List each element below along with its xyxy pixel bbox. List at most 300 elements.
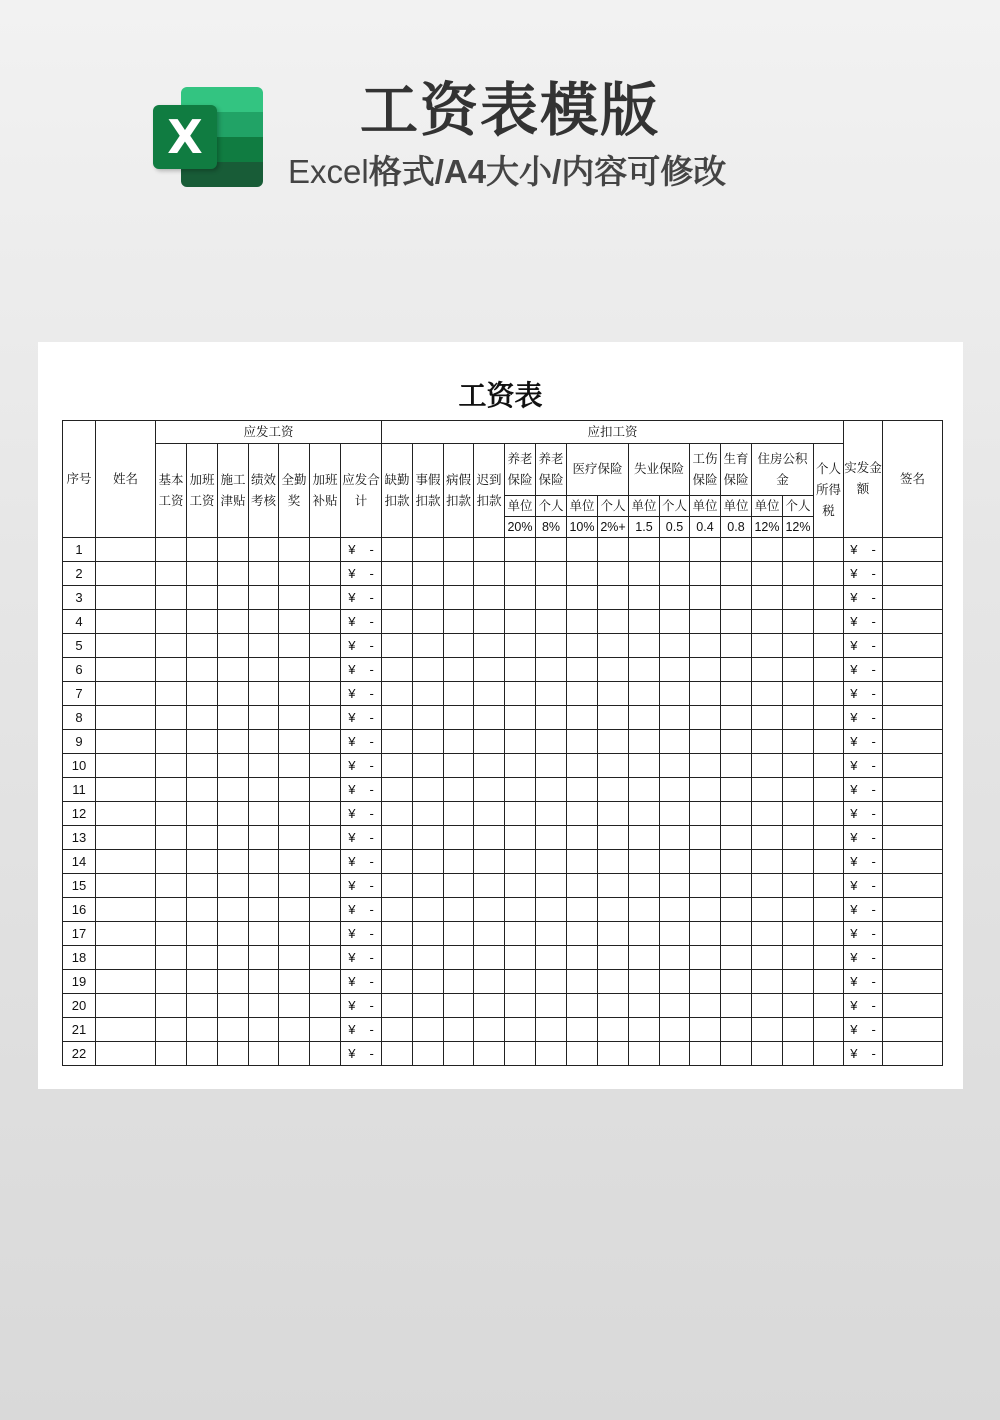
table-cell[interactable] xyxy=(629,850,660,874)
table-cell[interactable] xyxy=(310,874,341,898)
table-cell[interactable] xyxy=(752,538,783,562)
table-cell[interactable] xyxy=(218,994,249,1018)
table-cell[interactable] xyxy=(752,946,783,970)
table-cell[interactable] xyxy=(536,898,567,922)
table-cell[interactable] xyxy=(310,586,341,610)
table-cell[interactable] xyxy=(721,658,752,682)
table-cell[interactable] xyxy=(567,874,598,898)
net-pay-cell[interactable] xyxy=(844,1018,883,1042)
gross-total-cell[interactable] xyxy=(341,1018,382,1042)
table-cell[interactable] xyxy=(249,946,279,970)
table-cell[interactable] xyxy=(660,658,690,682)
table-cell[interactable] xyxy=(721,730,752,754)
table-cell[interactable] xyxy=(752,634,783,658)
table-cell[interactable] xyxy=(629,706,660,730)
table-cell[interactable] xyxy=(444,994,474,1018)
table-cell[interactable] xyxy=(660,850,690,874)
table-cell[interactable] xyxy=(187,562,218,586)
table-cell[interactable] xyxy=(444,610,474,634)
table-cell[interactable] xyxy=(598,922,629,946)
table-cell[interactable] xyxy=(187,970,218,994)
table-cell[interactable] xyxy=(783,682,814,706)
table-cell[interactable] xyxy=(444,1042,474,1066)
table-cell[interactable] xyxy=(310,946,341,970)
table-cell[interactable] xyxy=(690,970,721,994)
table-cell[interactable] xyxy=(218,658,249,682)
table-cell[interactable] xyxy=(249,634,279,658)
net-pay-cell[interactable] xyxy=(844,874,883,898)
table-cell[interactable] xyxy=(783,538,814,562)
table-cell[interactable] xyxy=(156,538,187,562)
table-cell[interactable] xyxy=(536,754,567,778)
table-cell[interactable] xyxy=(156,658,187,682)
table-cell[interactable] xyxy=(96,586,156,610)
table-cell[interactable] xyxy=(187,922,218,946)
table-cell[interactable] xyxy=(96,826,156,850)
table-cell[interactable] xyxy=(660,898,690,922)
table-cell[interactable] xyxy=(382,898,413,922)
table-cell[interactable] xyxy=(413,874,444,898)
table-cell[interactable] xyxy=(598,1018,629,1042)
table-cell[interactable] xyxy=(187,898,218,922)
table-cell[interactable] xyxy=(382,730,413,754)
table-cell[interactable] xyxy=(218,922,249,946)
table-cell[interactable] xyxy=(474,610,505,634)
table-cell[interactable] xyxy=(444,658,474,682)
table-cell[interactable] xyxy=(187,730,218,754)
net-pay-cell[interactable] xyxy=(844,994,883,1018)
table-cell[interactable] xyxy=(536,826,567,850)
table-cell[interactable] xyxy=(752,970,783,994)
table-cell[interactable] xyxy=(413,946,444,970)
net-pay-cell[interactable] xyxy=(844,1042,883,1066)
table-cell[interactable] xyxy=(413,850,444,874)
table-cell[interactable] xyxy=(218,586,249,610)
table-cell[interactable] xyxy=(187,946,218,970)
table-cell[interactable] xyxy=(883,682,943,706)
table-cell[interactable] xyxy=(629,682,660,706)
table-cell[interactable] xyxy=(598,994,629,1018)
table-cell[interactable] xyxy=(382,946,413,970)
table-cell[interactable] xyxy=(310,730,341,754)
table-cell[interactable] xyxy=(413,922,444,946)
table-cell[interactable] xyxy=(814,970,844,994)
table-cell[interactable] xyxy=(536,586,567,610)
table-cell[interactable] xyxy=(536,610,567,634)
table-cell[interactable] xyxy=(883,754,943,778)
table-cell[interactable] xyxy=(883,922,943,946)
table-cell[interactable] xyxy=(279,802,310,826)
table-cell[interactable] xyxy=(598,778,629,802)
table-cell[interactable] xyxy=(721,922,752,946)
table-cell[interactable] xyxy=(598,1042,629,1066)
table-cell[interactable] xyxy=(814,754,844,778)
table-cell[interactable] xyxy=(218,610,249,634)
gross-total-cell[interactable] xyxy=(341,922,382,946)
table-cell[interactable] xyxy=(218,538,249,562)
table-cell[interactable] xyxy=(505,538,536,562)
gross-total-cell[interactable] xyxy=(341,634,382,658)
table-cell[interactable] xyxy=(752,898,783,922)
table-cell[interactable] xyxy=(883,634,943,658)
table-cell[interactable] xyxy=(279,946,310,970)
table-cell[interactable] xyxy=(567,754,598,778)
table-cell[interactable] xyxy=(444,586,474,610)
table-cell[interactable] xyxy=(310,1042,341,1066)
table-cell[interactable] xyxy=(783,1018,814,1042)
table-cell[interactable] xyxy=(505,994,536,1018)
table-cell[interactable] xyxy=(96,994,156,1018)
table-cell[interactable] xyxy=(187,682,218,706)
table-cell[interactable] xyxy=(660,1018,690,1042)
table-cell[interactable] xyxy=(505,898,536,922)
table-cell[interactable] xyxy=(783,922,814,946)
table-cell[interactable] xyxy=(783,850,814,874)
table-cell[interactable] xyxy=(598,610,629,634)
table-cell[interactable] xyxy=(474,946,505,970)
table-cell[interactable] xyxy=(783,970,814,994)
table-cell[interactable] xyxy=(444,874,474,898)
table-cell[interactable] xyxy=(279,1018,310,1042)
table-cell[interactable] xyxy=(156,850,187,874)
table-cell[interactable] xyxy=(474,658,505,682)
table-cell[interactable] xyxy=(279,730,310,754)
table-cell[interactable] xyxy=(690,898,721,922)
table-cell[interactable] xyxy=(413,826,444,850)
table-cell[interactable] xyxy=(156,634,187,658)
table-cell[interactable] xyxy=(444,682,474,706)
table-cell[interactable] xyxy=(218,754,249,778)
table-cell[interactable] xyxy=(690,778,721,802)
gross-total-cell[interactable] xyxy=(341,826,382,850)
table-cell[interactable] xyxy=(413,682,444,706)
table-cell[interactable] xyxy=(156,1042,187,1066)
table-cell[interactable] xyxy=(156,802,187,826)
table-cell[interactable] xyxy=(218,706,249,730)
table-cell[interactable] xyxy=(249,1042,279,1066)
table-cell[interactable] xyxy=(783,610,814,634)
table-cell[interactable] xyxy=(783,874,814,898)
net-pay-cell[interactable] xyxy=(844,658,883,682)
gross-total-cell[interactable] xyxy=(341,682,382,706)
table-cell[interactable] xyxy=(629,586,660,610)
table-cell[interactable] xyxy=(218,1018,249,1042)
table-cell[interactable] xyxy=(690,850,721,874)
table-cell[interactable] xyxy=(382,874,413,898)
table-cell[interactable] xyxy=(249,586,279,610)
table-cell[interactable] xyxy=(218,898,249,922)
gross-total-cell[interactable] xyxy=(341,850,382,874)
table-cell[interactable] xyxy=(690,634,721,658)
table-cell[interactable] xyxy=(721,778,752,802)
table-cell[interactable] xyxy=(310,754,341,778)
table-cell[interactable] xyxy=(598,874,629,898)
table-cell[interactable] xyxy=(660,994,690,1018)
table-cell[interactable] xyxy=(660,826,690,850)
table-cell[interactable] xyxy=(413,610,444,634)
table-cell[interactable] xyxy=(567,778,598,802)
table-cell[interactable] xyxy=(883,1018,943,1042)
table-cell[interactable] xyxy=(444,634,474,658)
table-cell[interactable] xyxy=(310,562,341,586)
table-cell[interactable] xyxy=(721,610,752,634)
table-cell[interactable] xyxy=(96,682,156,706)
table-cell[interactable] xyxy=(218,730,249,754)
table-cell[interactable] xyxy=(629,898,660,922)
table-cell[interactable] xyxy=(752,874,783,898)
net-pay-cell[interactable] xyxy=(844,610,883,634)
table-cell[interactable] xyxy=(567,562,598,586)
net-pay-cell[interactable] xyxy=(844,754,883,778)
table-cell[interactable] xyxy=(156,706,187,730)
table-cell[interactable] xyxy=(505,802,536,826)
table-cell[interactable] xyxy=(629,562,660,586)
table-cell[interactable] xyxy=(249,610,279,634)
table-cell[interactable] xyxy=(598,970,629,994)
table-cell[interactable] xyxy=(156,874,187,898)
table-cell[interactable] xyxy=(187,850,218,874)
table-cell[interactable] xyxy=(249,850,279,874)
table-cell[interactable] xyxy=(413,754,444,778)
net-pay-cell[interactable] xyxy=(844,898,883,922)
table-cell[interactable] xyxy=(814,946,844,970)
table-cell[interactable] xyxy=(382,826,413,850)
table-cell[interactable] xyxy=(444,802,474,826)
table-cell[interactable] xyxy=(783,634,814,658)
net-pay-cell[interactable] xyxy=(844,562,883,586)
table-cell[interactable] xyxy=(814,802,844,826)
table-cell[interactable] xyxy=(883,730,943,754)
table-cell[interactable] xyxy=(629,754,660,778)
table-cell[interactable] xyxy=(567,538,598,562)
table-cell[interactable] xyxy=(96,538,156,562)
table-cell[interactable] xyxy=(505,850,536,874)
table-cell[interactable] xyxy=(279,826,310,850)
table-cell[interactable] xyxy=(96,562,156,586)
table-cell[interactable] xyxy=(629,802,660,826)
table-cell[interactable] xyxy=(218,946,249,970)
table-cell[interactable] xyxy=(505,1018,536,1042)
table-cell[interactable] xyxy=(629,538,660,562)
table-cell[interactable] xyxy=(505,730,536,754)
table-cell[interactable] xyxy=(629,874,660,898)
table-cell[interactable] xyxy=(156,970,187,994)
table-cell[interactable] xyxy=(629,1018,660,1042)
table-cell[interactable] xyxy=(598,562,629,586)
table-cell[interactable] xyxy=(752,922,783,946)
table-cell[interactable] xyxy=(382,634,413,658)
table-cell[interactable] xyxy=(413,1042,444,1066)
table-cell[interactable] xyxy=(310,610,341,634)
table-cell[interactable] xyxy=(249,1018,279,1042)
table-cell[interactable] xyxy=(249,994,279,1018)
table-cell[interactable] xyxy=(96,634,156,658)
table-cell[interactable] xyxy=(505,610,536,634)
table-cell[interactable] xyxy=(474,634,505,658)
net-pay-cell[interactable] xyxy=(844,730,883,754)
table-cell[interactable] xyxy=(279,706,310,730)
table-cell[interactable] xyxy=(598,898,629,922)
table-cell[interactable] xyxy=(660,946,690,970)
table-cell[interactable] xyxy=(690,658,721,682)
table-cell[interactable] xyxy=(598,634,629,658)
table-cell[interactable] xyxy=(721,826,752,850)
table-cell[interactable] xyxy=(279,754,310,778)
table-cell[interactable] xyxy=(249,682,279,706)
table-cell[interactable] xyxy=(310,922,341,946)
table-cell[interactable] xyxy=(505,586,536,610)
table-cell[interactable] xyxy=(660,1042,690,1066)
table-cell[interactable] xyxy=(690,994,721,1018)
table-cell[interactable] xyxy=(279,778,310,802)
table-cell[interactable] xyxy=(752,754,783,778)
table-cell[interactable] xyxy=(690,562,721,586)
table-cell[interactable] xyxy=(721,850,752,874)
table-cell[interactable] xyxy=(96,658,156,682)
table-cell[interactable] xyxy=(187,610,218,634)
table-cell[interactable] xyxy=(218,1042,249,1066)
table-cell[interactable] xyxy=(249,874,279,898)
table-cell[interactable] xyxy=(310,634,341,658)
table-cell[interactable] xyxy=(310,778,341,802)
table-cell[interactable] xyxy=(218,850,249,874)
table-cell[interactable] xyxy=(444,946,474,970)
table-cell[interactable] xyxy=(444,562,474,586)
table-cell[interactable] xyxy=(474,1042,505,1066)
table-cell[interactable] xyxy=(96,1018,156,1042)
table-cell[interactable] xyxy=(752,706,783,730)
table-cell[interactable] xyxy=(721,802,752,826)
gross-total-cell[interactable] xyxy=(341,898,382,922)
table-cell[interactable] xyxy=(598,706,629,730)
table-cell[interactable] xyxy=(883,826,943,850)
table-cell[interactable] xyxy=(883,610,943,634)
table-cell[interactable] xyxy=(567,706,598,730)
table-cell[interactable] xyxy=(187,778,218,802)
table-cell[interactable] xyxy=(218,874,249,898)
table-cell[interactable] xyxy=(156,898,187,922)
table-cell[interactable] xyxy=(382,682,413,706)
table-cell[interactable] xyxy=(310,682,341,706)
table-cell[interactable] xyxy=(96,730,156,754)
table-cell[interactable] xyxy=(156,778,187,802)
table-cell[interactable] xyxy=(156,826,187,850)
table-cell[interactable] xyxy=(721,562,752,586)
table-cell[interactable] xyxy=(382,778,413,802)
table-cell[interactable] xyxy=(814,730,844,754)
table-cell[interactable] xyxy=(474,754,505,778)
table-cell[interactable] xyxy=(444,1018,474,1042)
table-cell[interactable] xyxy=(310,970,341,994)
table-cell[interactable] xyxy=(814,634,844,658)
table-cell[interactable] xyxy=(660,610,690,634)
table-cell[interactable] xyxy=(249,778,279,802)
table-cell[interactable] xyxy=(413,538,444,562)
table-cell[interactable] xyxy=(567,802,598,826)
table-cell[interactable] xyxy=(218,802,249,826)
table-cell[interactable] xyxy=(536,970,567,994)
table-cell[interactable] xyxy=(505,874,536,898)
table-cell[interactable] xyxy=(883,538,943,562)
table-cell[interactable] xyxy=(783,946,814,970)
table-cell[interactable] xyxy=(249,802,279,826)
table-cell[interactable] xyxy=(536,778,567,802)
table-cell[interactable] xyxy=(690,922,721,946)
gross-total-cell[interactable] xyxy=(341,754,382,778)
table-cell[interactable] xyxy=(536,730,567,754)
table-cell[interactable] xyxy=(187,658,218,682)
table-cell[interactable] xyxy=(752,658,783,682)
table-cell[interactable] xyxy=(249,538,279,562)
gross-total-cell[interactable] xyxy=(341,970,382,994)
table-cell[interactable] xyxy=(249,562,279,586)
table-cell[interactable] xyxy=(883,898,943,922)
table-cell[interactable] xyxy=(629,970,660,994)
table-cell[interactable] xyxy=(783,658,814,682)
table-cell[interactable] xyxy=(279,682,310,706)
table-cell[interactable] xyxy=(382,850,413,874)
table-cell[interactable] xyxy=(474,586,505,610)
table-cell[interactable] xyxy=(505,562,536,586)
table-cell[interactable] xyxy=(382,706,413,730)
table-cell[interactable] xyxy=(883,706,943,730)
net-pay-cell[interactable] xyxy=(844,922,883,946)
table-cell[interactable] xyxy=(783,778,814,802)
table-cell[interactable] xyxy=(96,970,156,994)
table-cell[interactable] xyxy=(249,898,279,922)
gross-total-cell[interactable] xyxy=(341,778,382,802)
table-cell[interactable] xyxy=(690,538,721,562)
table-cell[interactable] xyxy=(721,994,752,1018)
table-cell[interactable] xyxy=(883,802,943,826)
table-cell[interactable] xyxy=(567,946,598,970)
table-cell[interactable] xyxy=(382,562,413,586)
table-cell[interactable] xyxy=(567,994,598,1018)
table-cell[interactable] xyxy=(382,610,413,634)
table-cell[interactable] xyxy=(474,562,505,586)
table-cell[interactable] xyxy=(783,802,814,826)
table-cell[interactable] xyxy=(814,538,844,562)
table-cell[interactable] xyxy=(783,898,814,922)
table-cell[interactable] xyxy=(752,1018,783,1042)
table-cell[interactable] xyxy=(249,754,279,778)
table-cell[interactable] xyxy=(783,730,814,754)
table-cell[interactable] xyxy=(474,898,505,922)
table-cell[interactable] xyxy=(536,850,567,874)
table-cell[interactable] xyxy=(660,922,690,946)
table-cell[interactable] xyxy=(382,658,413,682)
table-cell[interactable] xyxy=(598,658,629,682)
table-cell[interactable] xyxy=(156,586,187,610)
table-cell[interactable] xyxy=(413,898,444,922)
table-cell[interactable] xyxy=(598,586,629,610)
table-cell[interactable] xyxy=(567,730,598,754)
table-cell[interactable] xyxy=(382,970,413,994)
table-cell[interactable] xyxy=(156,1018,187,1042)
table-cell[interactable] xyxy=(96,874,156,898)
table-cell[interactable] xyxy=(690,610,721,634)
table-cell[interactable] xyxy=(814,826,844,850)
table-cell[interactable] xyxy=(474,682,505,706)
table-cell[interactable] xyxy=(279,562,310,586)
table-cell[interactable] xyxy=(218,826,249,850)
gross-total-cell[interactable] xyxy=(341,730,382,754)
table-cell[interactable] xyxy=(629,1042,660,1066)
table-cell[interactable] xyxy=(883,778,943,802)
table-cell[interactable] xyxy=(249,922,279,946)
table-cell[interactable] xyxy=(505,706,536,730)
table-cell[interactable] xyxy=(752,562,783,586)
